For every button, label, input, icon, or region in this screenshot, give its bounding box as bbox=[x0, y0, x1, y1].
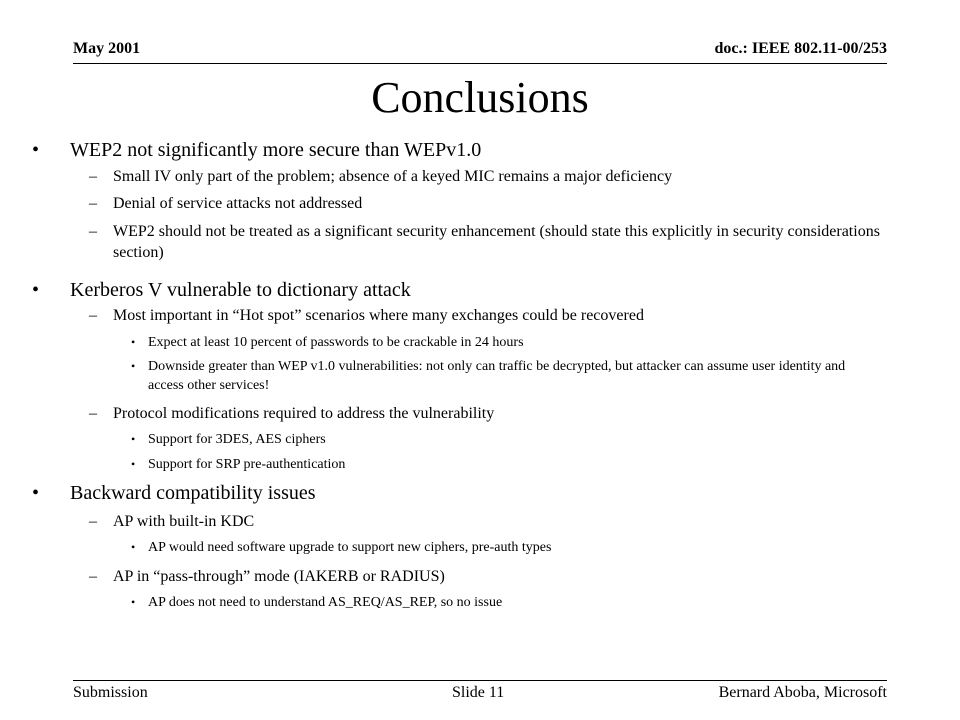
dot-marker: • bbox=[131, 335, 136, 349]
detail-bullet-text: Expect at least 10 percent of passwords to be crackable in 24 hours bbox=[148, 335, 524, 350]
detail-bullet-item bbox=[131, 333, 880, 352]
sub-bullet-item bbox=[89, 511, 880, 532]
footer-divider bbox=[73, 680, 887, 681]
detail-bullet-item bbox=[131, 538, 880, 557]
detail-bullet-text: AP would need software upgrade to support new ciphers, pre-auth types bbox=[148, 540, 552, 555]
sub-bullet-item bbox=[89, 193, 880, 214]
dot-marker: • bbox=[131, 432, 136, 446]
sub-bullet-text: AP in “pass-through” mode (IAKERB or RADIUS) bbox=[113, 568, 445, 585]
detail-bullet-item bbox=[131, 593, 880, 612]
dash-marker: – bbox=[89, 568, 97, 585]
bullet-text: Backward compatibility issues bbox=[70, 482, 316, 504]
sub-bullet-text: Most important in “Hot spot” scenarios where many exchanges could be recovered bbox=[113, 307, 644, 324]
detail-bullet-item bbox=[131, 455, 880, 474]
header-date: May 2001 bbox=[73, 40, 141, 57]
detail-bullet-text: Downside greater than WEP v1.0 vulnerabilities: not only can traffic be decrypted, but attacker can assume user identity and access other services! bbox=[148, 359, 846, 393]
footer-author: Bernard Aboba, Microsoft bbox=[718, 684, 887, 701]
bullet-item bbox=[32, 138, 880, 162]
dot-marker: • bbox=[131, 457, 136, 471]
bullet-item bbox=[32, 481, 880, 505]
dash-marker: – bbox=[89, 195, 97, 212]
bullet-text: Kerberos V vulnerable to dictionary attack bbox=[70, 279, 411, 301]
footer-slide-number: Slide 11 bbox=[452, 684, 505, 701]
bullet-marker: • bbox=[32, 139, 40, 161]
bullet-item bbox=[32, 278, 880, 302]
bullet-text: WEP2 not significantly more secure than WEPv1.0 bbox=[70, 139, 482, 161]
dash-marker: – bbox=[89, 513, 97, 530]
dash-marker: – bbox=[89, 405, 97, 422]
detail-bullet-text: Support for 3DES, AES ciphers bbox=[148, 432, 326, 447]
dot-marker: • bbox=[131, 595, 136, 609]
dot-marker: • bbox=[131, 540, 136, 554]
bullet-marker: • bbox=[32, 482, 40, 504]
dash-marker: – bbox=[89, 307, 97, 324]
dash-marker: – bbox=[89, 168, 97, 185]
header-doc-id: doc.: IEEE 802.11-00/253 bbox=[714, 40, 887, 57]
sub-bullet-text: WEP2 should not be treated as a significant security enhancement (should state this explicitly in security considerations section) bbox=[113, 223, 880, 261]
sub-bullet-item bbox=[89, 221, 880, 263]
sub-bullet-item bbox=[89, 566, 880, 587]
sub-bullet-item bbox=[89, 305, 880, 326]
slide-title: Conclusions bbox=[371, 73, 589, 122]
sub-bullet-text: Protocol modifications required to address the vulnerability bbox=[113, 405, 495, 422]
dot-marker: • bbox=[131, 359, 136, 373]
detail-bullet-item bbox=[131, 357, 880, 395]
sub-bullet-text: Small IV only part of the problem; absence of a keyed MIC remains a major deficiency bbox=[113, 168, 673, 185]
sub-bullet-text: Denial of service attacks not addressed bbox=[113, 195, 363, 212]
sub-bullet-item bbox=[89, 403, 880, 424]
dash-marker: – bbox=[89, 223, 97, 240]
header-divider bbox=[73, 63, 887, 64]
detail-bullet-item bbox=[131, 430, 880, 449]
sub-bullet-item bbox=[89, 166, 880, 187]
sub-bullet-text: AP with built-in KDC bbox=[113, 513, 255, 530]
detail-bullet-text: Support for SRP pre-authentication bbox=[148, 457, 346, 472]
bullet-marker: • bbox=[32, 279, 40, 301]
detail-bullet-text: AP does not need to understand AS_REQ/AS_REP, so no issue bbox=[148, 595, 503, 610]
footer-submission: Submission bbox=[73, 684, 148, 701]
